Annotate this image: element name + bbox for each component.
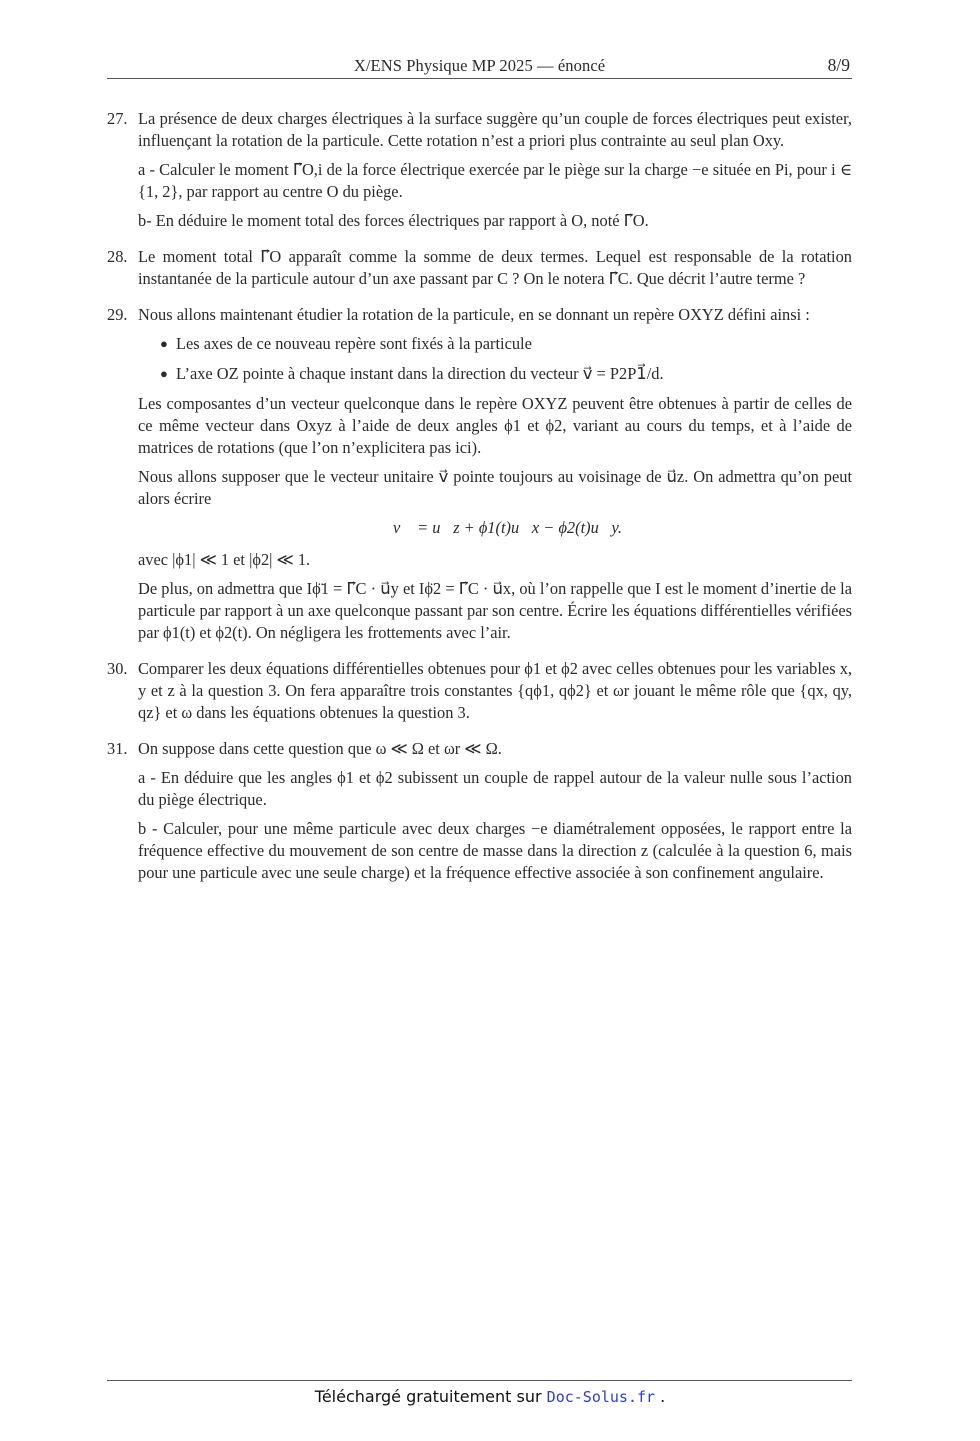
- question-number: 30.: [107, 659, 128, 678]
- question-29: [107, 304, 852, 644]
- running-header: [107, 52, 852, 79]
- subquestion-b: b - Calculer, pour une même particule avec deux charges −e diamétralement opposées, le rapport entre la fréquence effective du mouvement de son centre de masse dans la direction z (calculée à la question 6, mais pour une particule avec une seule charge) et la fréquence effective associée à son confinement angulaire.: [138, 819, 852, 882]
- question-text: On suppose dans cette question que ω ≪ Ω et ωr ≪ Ω.: [138, 739, 502, 758]
- footer-divider: [107, 1380, 852, 1381]
- footer-link[interactable]: Doc-Solus.fr: [546, 1388, 656, 1406]
- bullet-icon: ●: [160, 366, 168, 381]
- questions-body: [107, 108, 852, 898]
- header-title: X/ENS Physique MP 2025 — énoncé: [353, 56, 606, 75]
- question-text: Le moment total Γ⃗O apparaît comme la somme de deux termes. Lequel est responsable de la rotation instantanée de la particule autour d’un axe passant par C ? On le notera Γ⃗C. Que décrit l’autre terme ?: [138, 247, 852, 288]
- question-28: [107, 246, 852, 290]
- question-30: [107, 658, 852, 724]
- question-number: 31.: [107, 739, 128, 758]
- page-number: 8/9: [827, 55, 850, 75]
- paragraph: avec |ϕ1| ≪ 1 et |ϕ2| ≪ 1.: [138, 550, 311, 569]
- paragraph: Nous allons supposer que le vecteur unitaire v⃗ pointe toujours au voisinage de u⃗z. On admettra qu’on peut alors écrire: [138, 467, 852, 508]
- paragraph: De plus, on admettra que Iϕ̈1 = Γ⃗C · u⃗y et Iϕ̈2 = Γ⃗C · u⃗x, où l’on rappelle que I est le moment d’inertie de la particule par rapport à un axe quelconque passant par son centre. Écrire les équations différentielles vérifiées par ϕ1(t) et ϕ2(t). On négligera les frottements avec l’air.: [138, 579, 852, 642]
- display-equation: v⃗ = u⃗z + ϕ1(t)u⃗x − ϕ2(t)u⃗y.: [392, 518, 623, 537]
- subquestion-a: a - Calculer le moment Γ⃗O,i de la force électrique exercée par le piège sur la charge −e située en Pi, pour i ∈ {1, 2}, par rapport au centre O du piège.: [138, 160, 852, 201]
- question-number: 27.: [107, 109, 128, 128]
- subquestion-a: a - En déduire que les angles ϕ1 et ϕ2 subissent un couple de rappel autour de la valeur nulle sous l’action du piège électrique.: [138, 768, 852, 809]
- list-item-text: L’axe OZ pointe à chaque instant dans la direction du vecteur v⃗ = P2P1⃗/d.: [176, 364, 664, 383]
- list-item: [156, 333, 852, 355]
- question-27: [107, 108, 852, 232]
- bullet-icon: ●: [160, 336, 168, 351]
- paragraph: Les composantes d’un vecteur quelconque dans le repère OXYZ peuvent être obtenues à partir de celles de ce même vecteur dans Oxyz à l’aide de deux angles ϕ1 et ϕ2, variant au cours du temps, et à l’aide de matrices de rotations (que l’on n’explicitera pas ici).: [138, 394, 852, 457]
- footer: [0, 1387, 980, 1406]
- bullet-list: [138, 333, 852, 385]
- footer-end: .: [660, 1387, 666, 1406]
- question-text: Comparer les deux équations différentielles obtenues pour ϕ1 et ϕ2 avec celles obtenues pour les variables x, y et z à la question 3. On fera apparaître trois constantes {qϕ1, qϕ2} et ωr jouant le même rôle que {qx, qy, qz} et ω dans les équations obtenues la question 3.: [138, 659, 852, 722]
- question-text: La présence de deux charges électriques à la surface suggère qu’un couple de forces électriques peut exister, influençant la rotation de la particule. Cette rotation n’est a priori plus contrainte au seul plan Oxy.: [138, 109, 852, 150]
- question-intro: Nous allons maintenant étudier la rotation de la particule, en se donnant un repère OXYZ défini ainsi :: [138, 305, 810, 324]
- list-item: [156, 363, 852, 385]
- list-item-text: Les axes de ce nouveau repère sont fixés à la particule: [176, 334, 532, 353]
- question-number: 28.: [107, 247, 128, 266]
- question-number: 29.: [107, 305, 128, 324]
- question-31: [107, 738, 852, 884]
- footer-text: Téléchargé gratuitement sur: [314, 1387, 542, 1406]
- subquestion-b: b- En déduire le moment total des forces électriques par rapport à O, noté Γ⃗O.: [138, 211, 649, 230]
